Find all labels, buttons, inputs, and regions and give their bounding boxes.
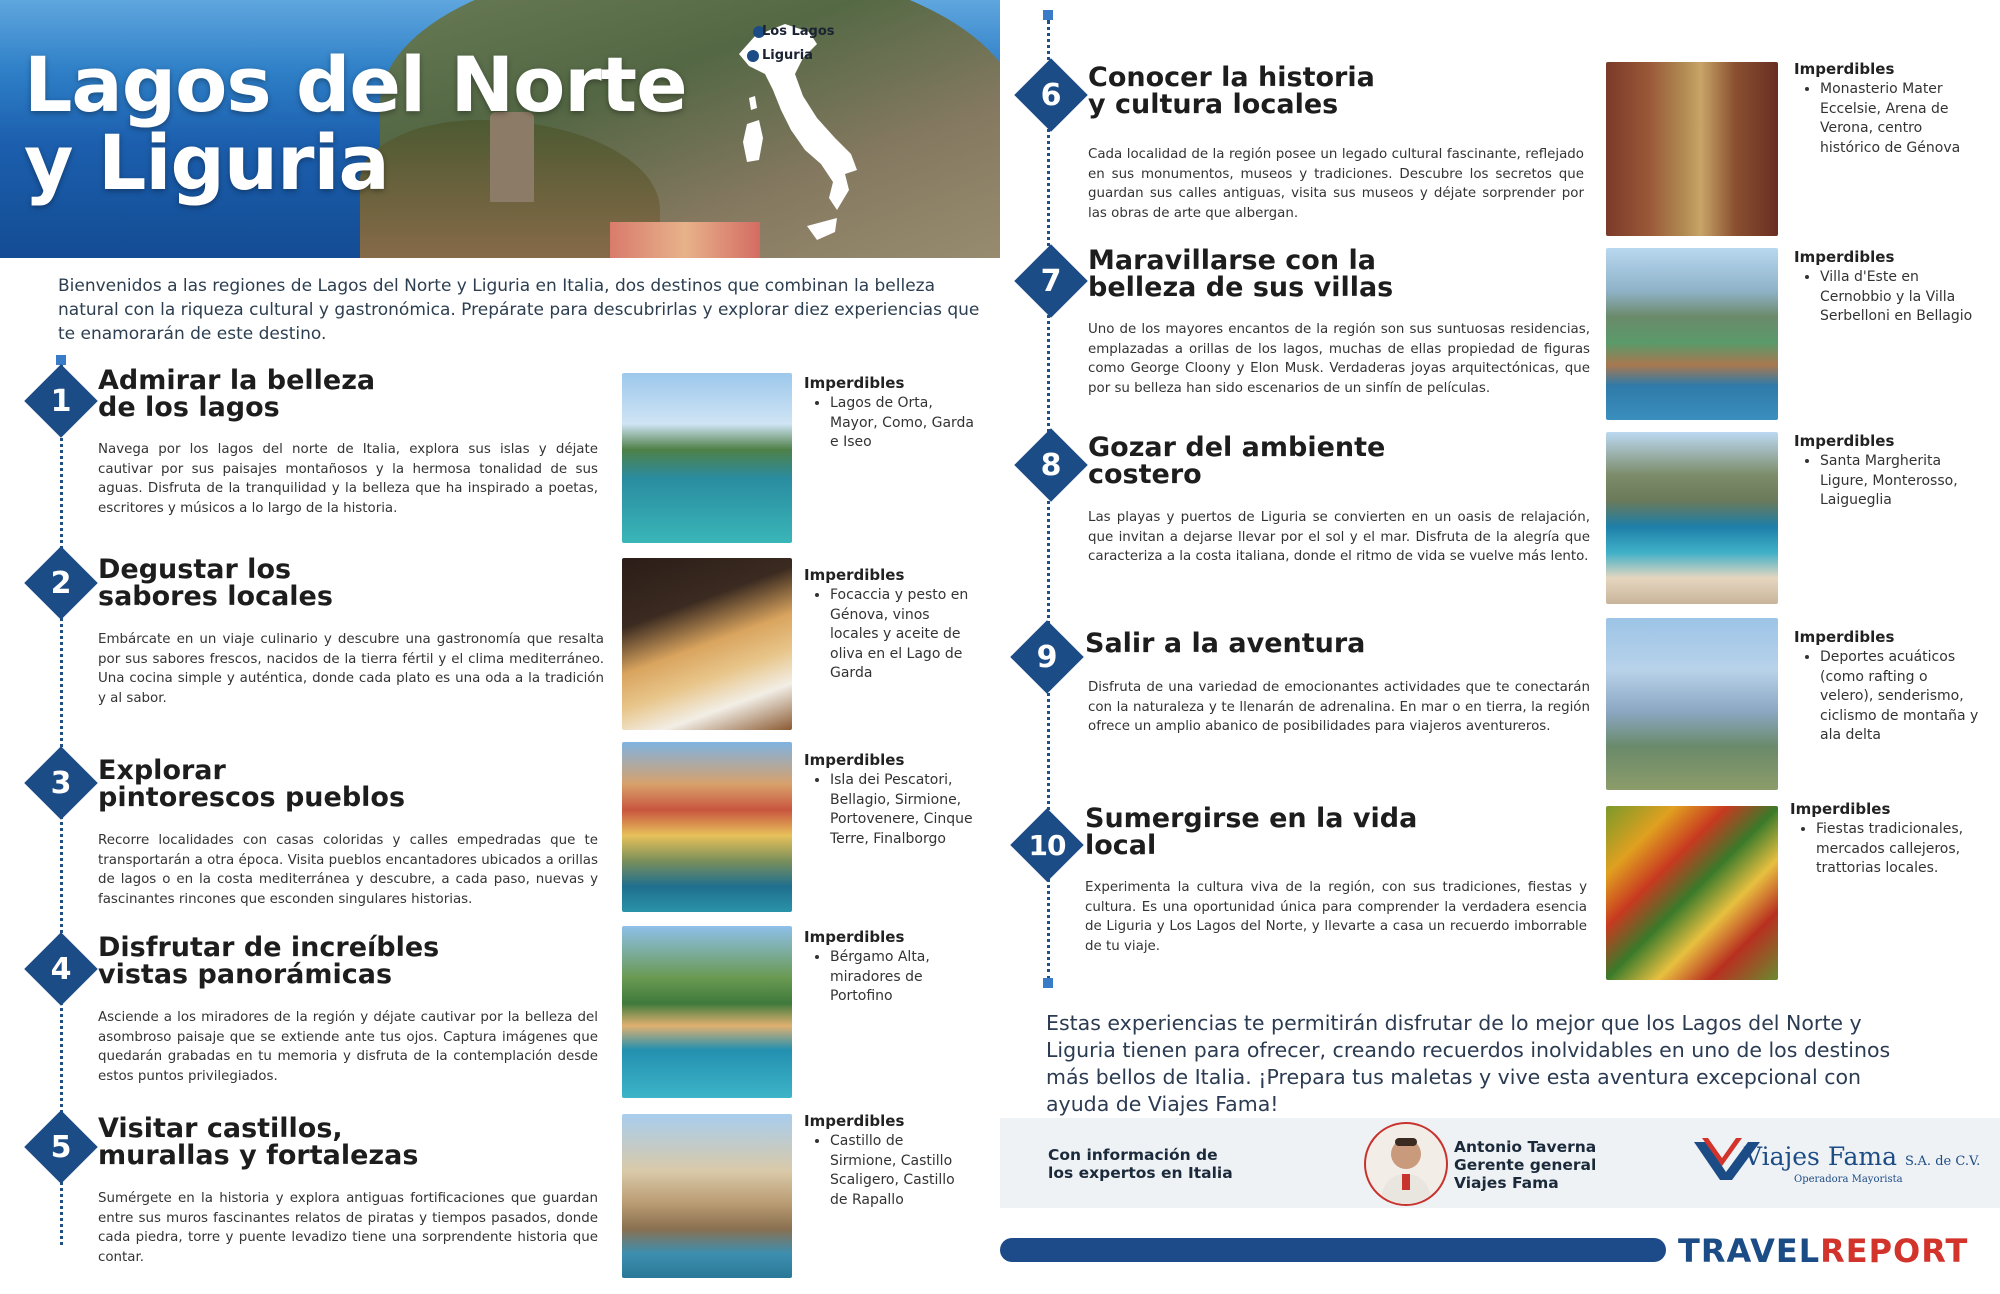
intro-text: Bienvenidos a las regiones de Lagos del Norte y Liguria en Italia, dos destinos que combinan la belleza natural con la riqueza cultural y gastronómica. Prepárate para descubrirlas y explorar diez experiencias que te enamorarán de este destino. xyxy=(58,276,980,344)
timeline-end-marker-right xyxy=(1043,978,1053,988)
page-title xyxy=(24,40,687,207)
experience-4-badge xyxy=(24,932,98,1006)
experience-8-photo xyxy=(1606,432,1778,604)
avatar xyxy=(1364,1122,1448,1206)
title-line-1: Lagos del Norte xyxy=(24,40,687,129)
experience-4-imperdible: • Bérgamo Alta, miradores de Portofino xyxy=(830,948,974,1007)
experience-2-title: Degustar los sabores locales xyxy=(98,554,333,612)
experience-3-imperdible: • Isla dei Pescatori, Bellagio, Sirmione, Portovenere, Cinque Terre, Finalborgo xyxy=(830,771,974,849)
experience-7-imperdible: • Villa d'Este en Cernobbio y la Villa Serbelloni en Bellagio xyxy=(1820,268,1984,327)
timeline-start-marker-right xyxy=(1043,10,1053,20)
experience-9-imperdible: • Deportes acuáticos (como rafting o velero), senderismo, ciclismo de montaña y ala delta xyxy=(1820,648,1984,746)
logo-subtitle: Operadora Mayorista xyxy=(1794,1174,1903,1185)
expert-company: Viajes Fama xyxy=(1454,1174,1559,1192)
experience-8-imperdible: • Santa Margherita Ligure, Monterosso, Laigueglia xyxy=(1820,452,1984,511)
experience-9-imperdibles: Imperdibles • Deportes acuáticos (como rafting o velero), senderismo, ciclismo de montaña y ala delta xyxy=(1794,628,1984,746)
experience-4-imperdibles: Imperdibles • Bérgamo Alta, miradores de Portofino xyxy=(804,928,974,1007)
experience-10-imperdibles: Imperdibles • Fiestas tradicionales, mercados callejeros, trattorias locales. xyxy=(1790,800,1984,879)
experience-8-description: Las playas y puertos de Liguria se convierten en un oasis de relajación, que invitan a dejarse llevar por el sol y el mar. Disfruta de la alegría que caracteriza a la costa italiana, donde el ritmo de vida se vuelve más lento. xyxy=(1088,510,1590,565)
experience-6-badge xyxy=(1014,58,1088,132)
experience-10-photo xyxy=(1606,806,1778,980)
experience-6-title: Conocer la historia y cultura locales xyxy=(1088,62,1375,120)
travel-report-logo xyxy=(1678,1232,1968,1270)
logo-name: Viajes Fama xyxy=(1744,1142,1898,1171)
experience-2-photo xyxy=(622,558,792,730)
expert-name: Antonio Taverna xyxy=(1454,1138,1597,1156)
map-label-lagos: Los Lagos xyxy=(762,24,835,39)
closing-text: Estas experiencias te permitirán disfrutar de lo mejor que los Lagos del Norte y Liguria tienen para ofrecer, creando recuerdos inolvidables en uno de los destinos más bellos de Italia. ¡Prepara tus maletas y vive esta aventura excepcional con ayuda de Viajes Fama! xyxy=(1046,1011,1891,1116)
experience-7-badge xyxy=(1014,244,1088,318)
experience-2-imperdibles: Imperdibles • Focaccia y pesto en Génova, vinos locales y aceite de oliva en el Lago de Garda xyxy=(804,566,974,684)
experience-4-description: Asciende a los miradores de la región y déjate cautivar por la belleza del asombroso paisaje que se extiende ante tus ojos. Captura imágenes que quedarán grabadas en tu memoria y disfruta de la contemplación desde estos puntos privilegiados. xyxy=(98,1010,598,1084)
experience-1-badge xyxy=(24,364,98,438)
experience-9-description: Disfruta de una variedad de emocionantes actividades que te conectarán con la naturaleza y te llenarán de adrenalina. En mar o en tierra, la región ofrece un amplio abanico de posibilidades para viajeros aventureros. xyxy=(1088,680,1590,735)
travel-word: TRAVEL xyxy=(1678,1232,1821,1270)
experience-10-title: Sumergirse en la vida local xyxy=(1085,803,1418,861)
experience-3-title: Explorar pintorescos pueblos xyxy=(98,755,406,813)
experience-1-number: 1 xyxy=(50,383,72,419)
experience-3-photo xyxy=(622,742,792,912)
experience-10-description: Experimenta la cultura viva de la región, con sus tradiciones, fiestas y cultura. Es una oportunidad única para comprender la verdadera esencia de Liguria y Los Lagos del Norte, y llevarte a casa un recuerdo imborrable de tu viaje. xyxy=(1085,880,1587,954)
experience-4-photo xyxy=(622,926,792,1098)
experience-7-photo xyxy=(1606,248,1778,420)
experience-2-description: Embárcate en un viaje culinario y descubre una gastronomía que resalta por sus sabores frescos, nacidos de la tierra fértil y el clima mediterráneo. Una cocina simple y auténtica, donde cada plato es una oda a la tradición y al sabor. xyxy=(98,632,604,706)
experience-1-imperdible: • Lagos de Orta, Mayor, Como, Garda e Iseo xyxy=(830,394,974,453)
experience-9-number: 9 xyxy=(1036,639,1058,675)
experience-7-title: Maravillarse con la belleza de sus villas xyxy=(1088,245,1394,303)
experience-8-badge xyxy=(1014,428,1088,502)
experience-3-description: Recorre localidades con casas coloridas y calles empedradas que te transportarán a otra época. Visita pueblos encantadores ubicados a orillas de lagos o en la costa mediterránea y descubre, a cada paso, nuevas y fascinantes rincones que esconden singulares historias. xyxy=(98,833,598,907)
experience-9-title: Salir a la aventura xyxy=(1085,628,1366,659)
experience-5-title: Visitar castillos, murallas y fortalezas xyxy=(98,1113,419,1171)
experience-6-imperdible: • Monasterio Mater Eccelsie, Arena de Verona, centro histórico de Génova xyxy=(1820,80,1984,158)
experience-10-number: 10 xyxy=(1028,828,1066,862)
experience-6-number: 6 xyxy=(1040,77,1062,113)
expert-credentials xyxy=(1454,1138,1596,1192)
experience-6-photo xyxy=(1606,62,1778,236)
imperdibles-heading: Imperdibles xyxy=(804,374,905,392)
title-line-2: y Liguria xyxy=(24,118,389,207)
experience-3-imperdibles: Imperdibles • Isla dei Pescatori, Bellagio, Sirmione, Portovenere, Cinque Terre, Finalborgo xyxy=(804,751,974,849)
experience-2-imperdible: • Focaccia y pesto en Génova, vinos locales y aceite de oliva en el Lago de Garda xyxy=(830,586,974,684)
expert-info: Con información de los expertos en Italia xyxy=(1048,1146,1233,1182)
experience-9-photo xyxy=(1606,618,1778,790)
experience-5-imperdibles: Imperdibles • Castillo de Sirmione, Castillo Scaligero, Castillo de Rapallo xyxy=(804,1112,974,1210)
experience-4-number: 4 xyxy=(50,951,72,987)
experience-2-number: 2 xyxy=(50,565,72,601)
experience-9-badge xyxy=(1010,620,1084,694)
viajes-fama-logo xyxy=(1692,1132,1981,1194)
experience-1-imperdibles xyxy=(804,374,974,453)
experience-7-number: 7 xyxy=(1040,263,1062,299)
experience-5-description: Sumérgete en la historia y explora antiguas fortificaciones que guardan entre sus muros fascinantes relatos de piratas y tiempos pasados, donde cada piedra, torre y puente levadizo tiene una sorprendente historia que contar. xyxy=(98,1191,598,1265)
hero-banner xyxy=(0,0,1000,258)
experience-1-photo xyxy=(622,373,792,543)
experience-7-imperdibles: Imperdibles • Villa d'Este en Cernobbio y la Villa Serbelloni en Bellagio xyxy=(1794,248,1984,327)
experience-10-badge xyxy=(1010,808,1084,882)
experience-6-imperdibles: Imperdibles • Monasterio Mater Eccelsie, Arena de Verona, centro histórico de Génova xyxy=(1794,60,1984,158)
person-icon xyxy=(1366,1124,1446,1204)
experience-5-badge xyxy=(24,1110,98,1184)
logo-suffix: S.A. de C.V. xyxy=(1904,1154,1981,1169)
footer-bar xyxy=(1000,1238,1666,1262)
experience-3-number: 3 xyxy=(50,765,72,801)
experience-5-photo xyxy=(622,1114,792,1278)
experience-3-badge xyxy=(24,746,98,820)
experience-1-title: Admirar la belleza de los lagos xyxy=(98,365,376,423)
experience-10-imperdible: • Fiestas tradicionales, mercados callejeros, trattorias locales. xyxy=(1816,820,1984,879)
experience-4-title: Disfrutar de increíbles vistas panorámicas xyxy=(98,932,440,990)
experience-2-badge xyxy=(24,546,98,620)
experience-8-number: 8 xyxy=(1040,447,1062,483)
experience-1-description: Navega por los lagos del norte de Italia, explora sus islas y déjate cautivar por sus paisajes montañosos y la hermosa tonalidad de sus aguas. Disfruta de la tranquilidad y la belleza que ha inspirado a poetas, escritores y músicos a lo largo de la historia. xyxy=(98,442,598,516)
report-word: REPORT xyxy=(1820,1232,1969,1270)
experience-8-title: Gozar del ambiente costero xyxy=(1088,432,1386,490)
experience-7-description: Uno de los mayores encantos de la región son sus suntuosas residencias, emplazadas a orillas de los lagos, muchas de ellas propiedad de figuras como George Cloony y Elon Musk. Verdaderas joyas arquitectónicas, que por su belleza han sido escenarios de un sinfín de películas. xyxy=(1088,322,1590,396)
experience-6-description: Cada localidad de la región posee un legado cultural fascinante, reflejado en sus monumentos, museos y tradiciones. Descubre los secretos que guardan sus calles antiguas, visita sus museos y déjate sorprender por las obras de arte que albergan. xyxy=(1088,147,1584,221)
experience-8-imperdibles: Imperdibles • Santa Margherita Ligure, Monterosso, Laigueglia xyxy=(1794,432,1984,511)
map-label-liguria: Liguria xyxy=(762,48,813,63)
experience-5-number: 5 xyxy=(50,1129,72,1165)
experience-5-imperdible: • Castillo de Sirmione, Castillo Scaligero, Castillo de Rapallo xyxy=(830,1132,974,1210)
expert-role: Gerente general xyxy=(1454,1156,1597,1174)
